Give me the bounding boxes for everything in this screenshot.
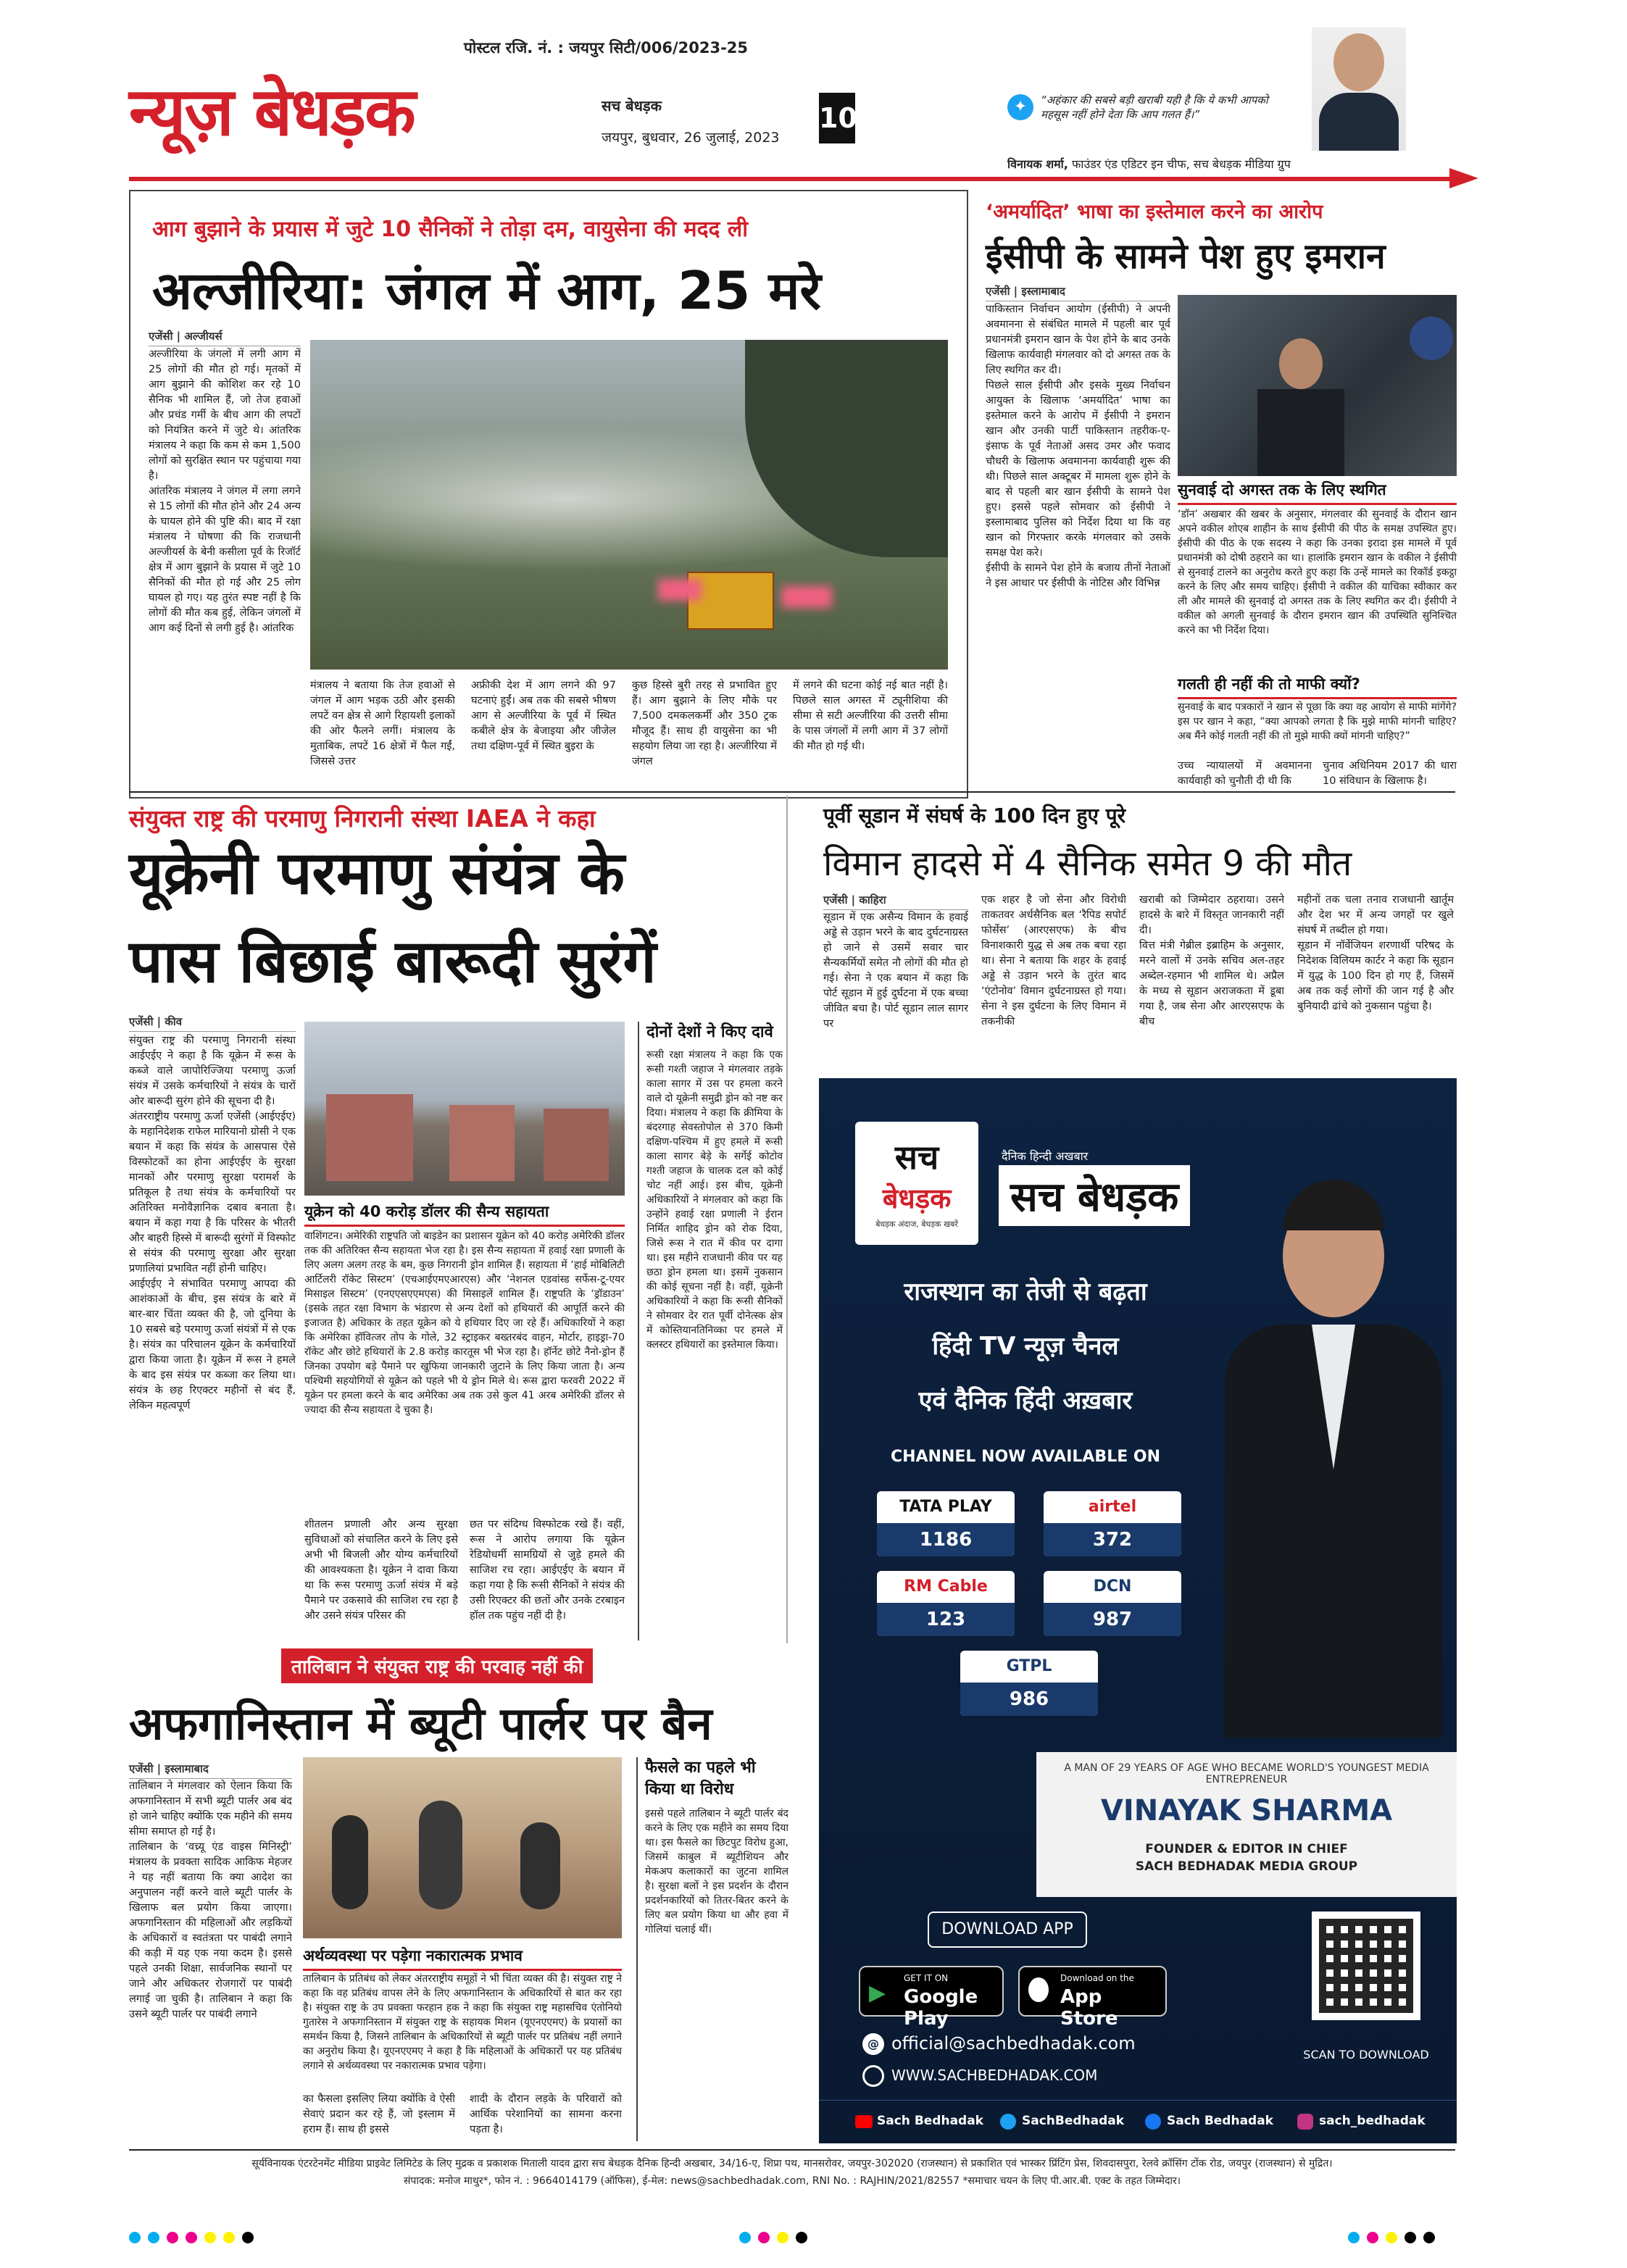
dateline-tag: एजेंसी | कीव: [129, 1014, 296, 1032]
divider: [786, 796, 788, 1643]
column-2: तालिबान के प्रतिबंध को लेकर अंतरराष्ट्रीय समूहों ने भी चिंता व्यक्त की है। संयुक्त राष्ट्र ने कहा कि वह प्रतिबंध वापस लेने के लिए अफगानिस्तान के अधिकारियों से बात कर रहा है। संयुक्त राष्ट्र के उप प्रवक्ता फरहान हक ने कहा कि संयुक्त राष्ट्र महासचिव एंतोनियो गुतारेस ने अफगानिस्तान में संयुक्त राष्ट्र के सहायक मिशन (यूएनएएमए) के प्रयासों का समर्थन किया है, जिसने तालिबान के अधिकारियों से ब्यूटी पार्लर पर प्रतिबंध नहीं लगाने का अनुरोध किया है। यूएनएएमए ने कहा है कि महिलाओं के अधिकारों पर यह प्रतिबंध लगाने से अर्थव्यवस्था पर नकारात्मक प्रभाव पड़ेगा।: [303, 1973, 622, 2072]
story-sudan: [797, 796, 1457, 1071]
box-text: इससे पहले तालिबान ने ब्यूटी पार्लर बंद करने के लिए एक महीने का समय दिया था। इस फैसले का छिटपुट विरोध हुआ, जिसमें काबुल में ब्यूटीशियन और मेकअप कलाकारों का जुटना शामिल है। सुरक्षा बलों ने इस प्रदर्शन के दौरान प्रदर्शनकारियों को तितर-बितर करने के लिए बल प्रयोग किया था और हवा में गोलियां चलाई थीं।: [645, 1808, 788, 1935]
postal-registration: पोस्टल रजि. नं. : जयपुर सिटी/006/2023-25: [464, 39, 749, 57]
column-3: का फैसला इसलिए लिया क्योंकि वे ऐसी सेवाएं प्रदान कर रहे हैं, जो इस्लाम में हराम हैं। साथ ही इससे: [303, 2093, 455, 2135]
dateline-tag: एजेंसी | अल्जीयर्स: [149, 329, 301, 346]
ad-line-1: राजस्थान का तेजी से बढ़ता: [904, 1277, 1147, 1306]
pen-nib-icon: [1449, 168, 1478, 188]
subhead-adjourned: सुनवाई दो अगस्त तक के लिए स्थगित: [1178, 480, 1457, 505]
channel-rm-cable: [877, 1571, 1015, 1636]
editor-quote: “अहंकार की सबसे बड़ी खराबी यही है कि ये कभी आपको महसूस नहीं होने देता कि आप गलत हैं।”: [1041, 93, 1268, 121]
ad-logo: [855, 1122, 978, 1245]
column-4: महीनों तक चला तनाव राजधानी खार्तूम और देश भर में अन्य जगहों पर खुले संघर्ष में तब्दील हो गया। सूडान में नॉर्वेजियन शरणार्थी परिषद के निदेशक विलियम कार्टर ने कहा कि सूडान में युद्ध के 100 दिन हो गए हैं, जिसमें अब तक कई लोगों की जान गई है और बुनियादी ढांचे को नुकसान पहुंचा है।: [1297, 894, 1454, 1012]
registration-marks-center: [739, 2232, 815, 2246]
as-small: Download on the: [1060, 1973, 1134, 1983]
box-heading: फैसले का पहले भी किया था विरोध: [645, 1759, 756, 1798]
instagram-icon: [1297, 2114, 1313, 2130]
column-2: ‘डॉन’ अखबार की खबर के अनुसार, मंगलवार की सुनवाई के दौरान खान अपने वकील शोएब शाहीन के साथ ईसीपी की पीठ के समक्ष उपस्थित हुए। ईसीपी की पीठ के एक सदस्य ने कहा कि उनका इरादा इस मामले में पूर्व प्रधानमंत्री को दोषी ठहराने का था। हालांकि इमरान खान के वकील ने ईसीपी से सुनवाई टालने का अनुरोध करते हुए कहा कि उन्हें मामले का रिकॉर्ड इकट्ठा करने के लिए और समय चाहिए। ईसीपी ने वकील की याचिका स्वीकार कर ली और मामले की सुनवाई दो अगस्त तक के लिए स्थगित कर दी। ईसीपी ने वकील को अगली सुनवाई के दौरान इमरान खान की उपस्थिति सुनिश्चित करने का भी निर्देश दिया।: [1178, 509, 1457, 636]
channel-name: GTPL: [1006, 1657, 1052, 1675]
website[interactable]: WWW.SACHBEDHADAK.COM: [891, 2067, 1098, 2084]
divider: [129, 791, 1455, 793]
channel-tata-play: [877, 1491, 1015, 1556]
brand-small: सच बेधड़क: [602, 97, 662, 114]
download-app-label: DOWNLOAD APP: [928, 1911, 1087, 1948]
channel-number: 372: [1044, 1523, 1181, 1556]
bio-panel: [1036, 1752, 1457, 1897]
column-1: तालिबान ने मंगलवार को ऐलान किया कि अफगानिस्तान में सभी ब्यूटी पार्लर अब बंद हो जाने चाहिए क्योंकि एक महीने की समय सीमा समाप्त हो गई है। तालिबान के ‘वच्र्यू एंड वाइस मिनिस्ट्री’ मंत्रालय के प्रवक्ता सादिक आकिफ मेहजर ने यह नहीं बताया कि क्या आदेश का अनुपालन नहीं करने वाले ब्यूटी पार्लर के खिलाफ बल प्रयोग किया जाएगा। अफगानिस्तान की महिलाओं और लड़कियों के अधिकारों व स्वतंत्रता पर पाबंदी लगाने की कड़ी में यह एक नया कदम है। इससे पहले उनकी शिक्षा, सार्वजनिक स्थानों पर जाने और अधिकतर रोजगारों पर पाबंदी लगाई जा चुकी है। तालिबान ने कहा कि उसने ब्यूटी पार्लर पर पाबंदी लगाने: [129, 1780, 292, 2020]
facebook-handle[interactable]: Sach Bedhadak: [1167, 2114, 1273, 2128]
editor-name: विनायक शर्मा,: [1007, 157, 1068, 171]
social-bar: [819, 2100, 1457, 2143]
channel-number: 986: [960, 1683, 1098, 1716]
headline-line-2: पास बिछाई बारूदी सुरंगें: [129, 927, 657, 996]
ad-line-2: हिंदी TV न्यूज़ चैनल: [932, 1332, 1119, 1361]
gp-label: Google Play: [904, 1986, 978, 2030]
logo-bottom: बेधड़क: [882, 1183, 952, 1214]
column-5: में लगने की घटना कोई नई बात नहीं है। पिछले साल अगस्त में ट्यूनीशिया की सीमा से सटी अल्जीरिया की उत्तरी सीमा के पास जंगलों में लगी आग में 37 लोगों की मौत हो गई थी।: [793, 680, 948, 752]
youtube-handle[interactable]: Sach Bedhadak: [877, 2114, 983, 2128]
globe-icon: [862, 2065, 884, 2087]
kicker: संयुक्त राष्ट्र की परमाणु निगरानी संस्था IAEA ने कहा: [129, 804, 596, 833]
column-3: शीतलन प्रणाली और अन्य सुरक्षा सुविधाओं को संचालित करने के लिए इसे अभी भी बिजली और योग्य कर्मचारियों की आवश्यकता है। यूक्रेन ने दावा किया था कि रूस परमाणु ऊर्जा संयंत्र में बड़े पैमाने पर उकसावे की साजिश रच रहा है और उसने संयंत्र परिसर की: [304, 1519, 458, 1622]
logo-top: सच: [894, 1138, 939, 1177]
qr-code[interactable]: [1312, 1911, 1420, 2020]
subhead-apology: गलती ही नहीं की तो माफी क्यों?: [1178, 674, 1457, 699]
ad-line-3: एवं दैनिक हिंदी अख़बार: [918, 1386, 1133, 1415]
footer-rule: [129, 2149, 1455, 2151]
sach-bedhadak-advertisement[interactable]: [819, 1078, 1457, 2143]
channel-name: airtel: [1088, 1498, 1137, 1516]
scan-label: SCAN TO DOWNLOAD: [1303, 2048, 1429, 2061]
email[interactable]: official@sachbedhadak.com: [891, 2033, 1136, 2054]
registration-marks-right: [1348, 2232, 1442, 2246]
email-icon: @: [862, 2033, 884, 2055]
column-1: अल्जीरिया के जंगलों में लगी आग में 25 लोगों की मौत हो गई। मृतकों में आग बुझाने की कोशिश कर रहे 10 सैनिक भी शामिल हैं, जो तेज हवाओं और प्रचंड गर्मी के बीच आग की लपटों को नियंत्रित करने में जुटे थे। आंतरिक मंत्रालय ने कहा कि कम से कम 1,500 लोगों को सुरक्षित स्थान पर पहुंचाया गया है। आंतरिक मंत्रालय ने जंगल में लगा लगने से 15 लोगों की मौत होने और 24 अन्य के घायल होने की पुष्टि की। बाद में रक्षा मंत्रालय ने घोषणा की कि राजधानी अल्जीयर्स के बेनी कसीला पूर्व के रिजॉर्ट क्षेत्र में आग बुझाने के प्रयास में जुटे 10 सैनिकों की मौत हो गई और 25 लोग घायल हो गए। यह तुरंत स्पष्ट नहीं है कि लोगों की मौत कब हुई, लेकिन जंगलों में आग कई दिनों से लगी हुई है। आंतरिक: [149, 349, 301, 634]
column-1: सूडान में एक असैन्य विमान के हवाई अड्डे से उड़ान भरने के बाद दुर्घटनाग्रस्त हो जाने से उसमें सवार चार सैन्यकर्मियों समेत नौ लोगों की मौत हो गई। सेना ने एक बयान में कहा कि पोर्ट सूडान में हुई दुर्घटना में एक बच्चा जीवित बचा है। पोर्ट सूडान लाल सागर पर: [823, 912, 968, 1030]
app-store-button[interactable]: [1018, 1966, 1167, 2030]
imran-photo: [1178, 295, 1457, 476]
gp-small: GET IT ON: [904, 1973, 949, 1983]
apple-icon: [1028, 1977, 1049, 2002]
as-label: App Store: [1060, 1986, 1118, 2030]
aid-column: वाशिंगटन। अमेरिकी राष्ट्रपति जो बाइडेन का प्रशासन यूक्रेन को 40 करोड़ अमेरिकी डॉलर तक की अतिरिक्त सैन्य सहायता भेज रहा है। इस सैन्य सहायता में हवाई रक्षा प्रणाली के लिए अलग अलग तरह के बम, कुछ निगरानी ड्रोन शामिल हैं। सहायता में ‘हाई मोबिलिटी आर्टिलरी रॉकेट सिस्टम’ (एचआईएमएआरएस) और ‘नेशनल एडवांस्ड सर्फेस-टू-एयर मिसाइल सिस्टम’ (एनएएसएएमएस) की मिसाइलें शामिल हैं। राष्ट्रपति के ‘ड्रॉडाउन’ (इसके तहत रक्षा विभाग के भंडारण से अन्य देशों को हथियारों की आपूर्ति करने की इजाजत है) अधिकार के तहत यूक्रेन को ये हथियार दिए जा रहे हैं। अधिकारियों ने कहा कि अमेरिका हॉवित्जर तोप के गोले, 32 स्ट्राइकर बख्तरबंद वाहन, मोर्टार, हाइड्रा-70 रॉकेट और छोटे हथियारों के 2.8 करोड़ कारतूस भी भेज रहा है। हॉर्नेट छोटे नैनो-ड्रोन हैं जिनका उपयोग बड़े पैमाने पर खुफिया जानकारी जुटाने के लिए किया जाता है। अन्य पश्चिमी सहयोगियों से यूक्रेन को पहले भी ये ड्रोन मिले थे। रूस द्वारा फरवरी 2022 में यूक्रेन पर हमला करने के बाद अमेरिका अब तक उसे कुल 41 अरब अमेरिकी डॉलर से ज्यादा की सैन्य सहायता दे चुका है।: [304, 1230, 625, 1416]
headline-line-1: यूक्रेनी परमाणु संयंत्र के: [129, 839, 625, 908]
dateline-tag: एजेंसी | काहिरा: [823, 893, 968, 910]
ad-small-label: दैनिक हिन्दी अखबार: [1002, 1149, 1089, 1163]
nuclear-plant-photo: [304, 1022, 625, 1196]
column-4: शादी के दौरान लड़के के परिवारों को आर्थिक परेशानियों का सामना करना पड़ता है।: [470, 2093, 622, 2135]
column-4: कुछ हिस्से बुरी तरह से प्रभावित हुए हैं। आग बुझाने के लिए मौके पर 7,500 दमकलकर्मी और 350 ट्रक मौजूद हैं। साथ ही वायुसेना का भी सहयोग लिया जा रहा है। अल्जीरिया में जंगल: [632, 680, 777, 767]
youtube-icon: [855, 2115, 873, 2128]
column-1: संयुक्त राष्ट्र की परमाणु निगरानी संस्था आईएईए ने कहा है कि यूक्रेन में रूस के कब्जे वाले जापोरिज्जिया परमाणु ऊर्जा संयंत्र में उसके कर्मचारियों ने संयंत्र के चारों ओर बारूदी सुरंग होने की सूचना दी है। अंतरराष्ट्रीय परमाणु ऊर्जा एजेंसी (आईएईए) के महानिदेशक राफेल मारियानो ग्रोसी ने एक बयान में कहा कि संयंत्र के आसपास ऐसे विस्फोटकों का होना आईएईए के सुरक्षा मानकों और परमाणु सुरक्षा परामर्श के प्रतिकूल है तथा संयंत्र के कर्मचारियों पर अतिरिक्त मनोवैज्ञानिक दबाव बनाता है। बयान में कहा गया है कि परिसर के भीतरी और बाहरी हिस्से में बारूदी सुरंगों में विस्फोट से संयंत्र की परमाणु सुरक्षा और सुरक्षा प्रणालियां प्रभावित नहीं होनी चाहिए। आईएईए ने संभावित परमाणु आपदा की आशंकाओं के बीच, इस संयंत्र के बारे में बार-बार चिंता व्यक्त की है, जो दुनिया के 10 सबसे बड़े परमाणु ऊर्जा संयंत्रों में से एक है। संयंत्र का परिचालन यूक्रेन के कर्मचारियों द्वारा किया जाता है। यूक्रेन में रूस ने हमले के बाद इस संयंत्र पर कब्जा कर लिया था। संयंत्र के छह रिएक्टर महीनों से बंद हैं, लेकिन महत्वपूर्ण: [129, 1035, 296, 1412]
imprint-line-2: संपादक: मनोज माथुर*, फोन नं. : 9664014179 (ऑफिस), ई-मेल: news@sachbedhadak.com, RNI No. : RAJHIN/2021/82557 *समाचार चयन के लिए पी.आर.बी. एक्ट के तहत जिम्मेदार।: [403, 2175, 1181, 2187]
box-heading: दोनों देशों ने किए दावे: [646, 1023, 773, 1041]
registration-marks-left: [129, 2232, 261, 2246]
google-play-icon: ▶: [869, 1980, 886, 2006]
person-role: FOUNDER & EDITOR IN CHIEF SACH BEDHADAK MEDIA GROUP: [1135, 1842, 1358, 1874]
logo-tagline: बेधड़क अंदाज, बेधड़क खबरें: [875, 1220, 958, 1229]
twitter-icon: ✦: [1007, 94, 1033, 120]
page-number: 10: [819, 93, 855, 143]
box-text: रूसी रक्षा मंत्रालय ने कहा कि एक रूसी गश्ती जहाज ने मंगलवार तड़के काला सागर में उस पर हमला करने वाले दो यूक्रेनी समुद्री ड्रोन को नष्ट कर दिया। मंत्रालय ने कहा कि क्रीमिया के बंदरगाह सेवस्तोपोल से 370 किमी दक्षिण-पश्चिम में हुए हमले में रूसी काला सागर बेड़े के सर्गेई कोटोव गश्ती जहाज के चालक दल को कोई चोट नहीं आई। इस बीच, यूक्रेनी अधिकारियों ने मंगलवार को कहा कि उन्होंने हवाई रक्षा प्रणाली ने ईरान निर्मित शाहिद ड्रोन को रोक दिया, जिसे रूस ने रात में कीव पर दागा था। इस महीने राजधानी कीव पर यह छठा ड्रोन हमला था। इसमें नुकसान की कोई सूचना नहीं है। वहीं, यूक्रेनी अधिकारियों ने कहा कि रूसी सैनिकों ने सोमवार देर रात पूर्वी दोनेत्स्क क्षेत्र में कोस्तियानतिनिव्का पर हमले में क्लस्टर हथियारों का इस्तेमाल किया।: [646, 1049, 783, 1351]
column-3: खराबी को जिम्मेदार ठहराया। उसने हादसे के बारे में विस्तृत जानकारी नहीं दी। वित्त मंत्री गेब्रील इब्राहिम के अनुसार, मरने वालों में उनके सचिव अल-तहर अब्देल-रहमान भी शामिल थे। अप्रैल के मध्य से सूडान अराजकता में डूबा गया है, जब सेना और आरएसएफ के बीच: [1139, 894, 1284, 1027]
protest-box: [636, 1757, 788, 2141]
kicker: तालिबान ने संयुक्त राष्ट्र की परवाह नहीं की: [281, 1648, 593, 1683]
channel-name: DCN: [1093, 1577, 1132, 1596]
presenter-photo: [1210, 1165, 1457, 1738]
headline: अफगानिस्तान में ब्यूटी पार्लर पर बैन: [129, 1697, 712, 1750]
twitter-icon: [1000, 2114, 1016, 2130]
newspaper-logo: न्यूज़ बेधड़क: [129, 73, 415, 151]
channel-dcn: [1044, 1571, 1181, 1636]
subhead-economy: अर्थव्यवस्था पर पड़ेगा नकारात्मक प्रभाव: [303, 1946, 622, 1971]
channel-airtel: [1044, 1491, 1181, 1556]
headline: ईसीपी के सामने पेश हुए इमरान: [986, 236, 1386, 277]
channel-number: 123: [877, 1603, 1015, 1636]
fire-photo: [310, 340, 948, 670]
channel-gtpl: [960, 1651, 1098, 1716]
story-imran: [978, 190, 1457, 799]
channel-name: RM Cable: [904, 1577, 988, 1596]
ad-big-brand: सच बेधड़क: [999, 1165, 1190, 1226]
column-3: अफ्रीकी देश में आग लगने की 97 घटनाएं हुईं। अब तक की सबसे भीषण आग से अल्जीरिया के पूर्व में स्थित कबीले क्षेत्र के बेजाइया और जीजेल तथा दक्षिण-पूर्व में स्थित बुइरा के: [471, 680, 616, 752]
dateline-tag: एजेंसी | इस्लामाबाद: [986, 284, 1167, 301]
column-4: छत पर संदिग्ध विस्फोटक रखे हैं। वहीं, रूस ने आरोप लगाया कि यूक्रेन रेडियोधर्मी सामग्रियों से जुड़े हमले की साजिश रच रहा। आईएईए के बयान में कहा गया है कि रूसी सैनिकों ने संयंत्र की उसी रिएक्टर की छतों और उनके टरबाइन हॉल तक पहुंच नहीं दी है।: [470, 1519, 625, 1622]
headline: अल्जीरिया: जंगल में आग, 25 मरे: [152, 260, 821, 321]
story-algeria: [129, 190, 968, 799]
story-ukraine: [129, 796, 890, 1643]
column-5: चुनाव अधिनियम 2017 की धारा 10 संविधान के खिलाफ है।: [1323, 760, 1457, 787]
photo-caption: यूक्रेन को 40 करोड़ डॉलर की सैन्य सहायता: [304, 1201, 625, 1227]
editor-photo: [1312, 28, 1406, 151]
person-name: VINAYAK SHARMA: [1100, 1794, 1393, 1827]
column-4: उच्च न्यायालयों में अवमानना कार्यवाही को चुनौती दी थी कि: [1178, 760, 1312, 787]
story-afghanistan: [129, 1648, 799, 2145]
column-2: एक शहर है जो सेना और विरोधी ताकतवर अर्धसैनिक बल ‘रैपिड सपोर्ट फोर्सेस’ (आरएसएफ) के बीच विनाशकारी युद्ध से अब तक बचा रहा था। सेना ने बताया कि शहर के हवाई अड्डे से उड़ान भरने के तुरंत बाद ‘एंटोनोव’ विमान दुर्घटनाग्रस्त हो गया। सेना ने इस दुर्घटना के लिए विमान में तकनीकी: [981, 894, 1126, 1027]
kicker: ‘अमर्यादित’ भाषा का इस्तेमाल करने का आरोप: [986, 201, 1323, 223]
claims-box: [638, 1022, 783, 1640]
editor-role: फाउंडर एंड एडिटर इन चीफ, सच बेधड़क मीडिया ग्रुप: [1071, 157, 1291, 171]
headline: विमान हादसे में 4 सैनिक समेत 9 की मौत: [823, 843, 1352, 884]
twitter-handle[interactable]: SachBedhadak: [1022, 2114, 1125, 2128]
bio-text: A MAN OF 29 YEARS OF AGE WHO BECAME WORLD'S YOUNGEST MEDIA ENTREPRENEUR: [1064, 1762, 1429, 1785]
kicker: आग बुझाने के प्रयास में जुटे 10 सैनिकों ने तोड़ा दम, वायुसेना की मदद ली: [152, 217, 749, 242]
google-play-button[interactable]: [859, 1966, 1004, 2030]
masthead-rule: [129, 177, 1455, 181]
kicker: पूर्वी सूडान में संघर्ष के 100 दिन हुए पूरे: [823, 804, 1126, 827]
column-2: मंत्रालय ने बताया कि तेज हवाओं से जंगल में आग भड़क उठी और इसकी लपटें वन क्षेत्र से आगे रिहायशी इलाकों की ओर फैलने लगीं। मंत्रालय के मुताबिक, लपटें 16 क्षेत्रों में फैल गईं, जिससे उत्तर: [310, 680, 455, 767]
channel-title: CHANNEL NOW AVAILABLE ON: [890, 1448, 1161, 1466]
instagram-handle[interactable]: sach_bedhadak: [1319, 2114, 1426, 2128]
beauty-parlour-photo: [303, 1757, 622, 1938]
facebook-icon: [1145, 2114, 1161, 2130]
channel-name: TATA PLAY: [899, 1498, 992, 1516]
dateline-tag: एजेंसी | इस्लामाबाद: [129, 1762, 292, 1779]
column-3: सुनवाई के बाद पत्रकारों ने खान से पूछा कि क्या वह आयोग से माफी मांगेंगे? इस पर खान ने कहा, “क्या आपको लगता है कि मुझे माफी मांगनी चाहिए? अब मैंने कोई गलती नहीं की तो मुझे माफी क्यों मांगनी चाहिए?”: [1178, 701, 1457, 742]
dateline: जयपुर, बुधवार, 26 जुलाई, 2023: [602, 130, 780, 146]
column-1: पाकिस्तान निर्वाचन आयोग (ईसीपी) ने अपनी अवमानना से संबंधित मामले में पहली बार पूर्व प्रधानमंत्री इमरान खान के पेश होने के बाद उनके खिलाफ कार्यवाही मंगलवार को दो अगस्त तक के लिए स्थगित कर दी। पिछले साल ईसीपी और इसके मुख्य निर्वाचन आयुक्त के खिलाफ ‘अमर्यादित’ भाषा का इस्तेमाल करने के आरोप में ईसीपी ने इमरान खान और उनकी पार्टी पाकिस्तान तहरीक-ए-इंसाफ के पूर्व नेताओं असद उमर और फवाद चौधरी के खिलाफ अवमानना कार्यवाही शुरू की थी। पिछले साल अक्टूबर में मामला शुरू होने के बाद से पहली बार खान ईसीपी के सामने पेश हुए। इससे पहले सोमवार को ईसीपी ने इस्लामाबाद पुलिस को निर्देश दिया था कि वह खान को गिरफ्तार करके मंगलवार को उसके समक्ष पेश करे। ईसीपी के सामने पेश होने के बजाय तीनों नेताओं ने इस आधार पर ईसीपी के नोटिस और विभिन्न: [986, 304, 1170, 589]
channel-number: 1186: [877, 1523, 1015, 1556]
channel-number: 987: [1044, 1603, 1181, 1636]
imprint-line-1: सूर्यविनायक एंटरटेनमेंट मीडिया प्राइवेट लिमिटेड के लिए मुद्रक व प्रकाशक मिताली यादव द्वारा सच बेधड़क दैनिक हिन्दी अखबार, 34/16-ए, शिप्रा पथ, मानसरोवर, जयपुर-302020 (राजस्थान) से प्रकाशित एवं भास्कर प्रिंटिंग प्रेस, शिवदासपुरा, रेलवे क्रॉसिंग टोंक रोड, जयपुर (राजस्थान) से मुद्रित।: [251, 2158, 1333, 2169]
